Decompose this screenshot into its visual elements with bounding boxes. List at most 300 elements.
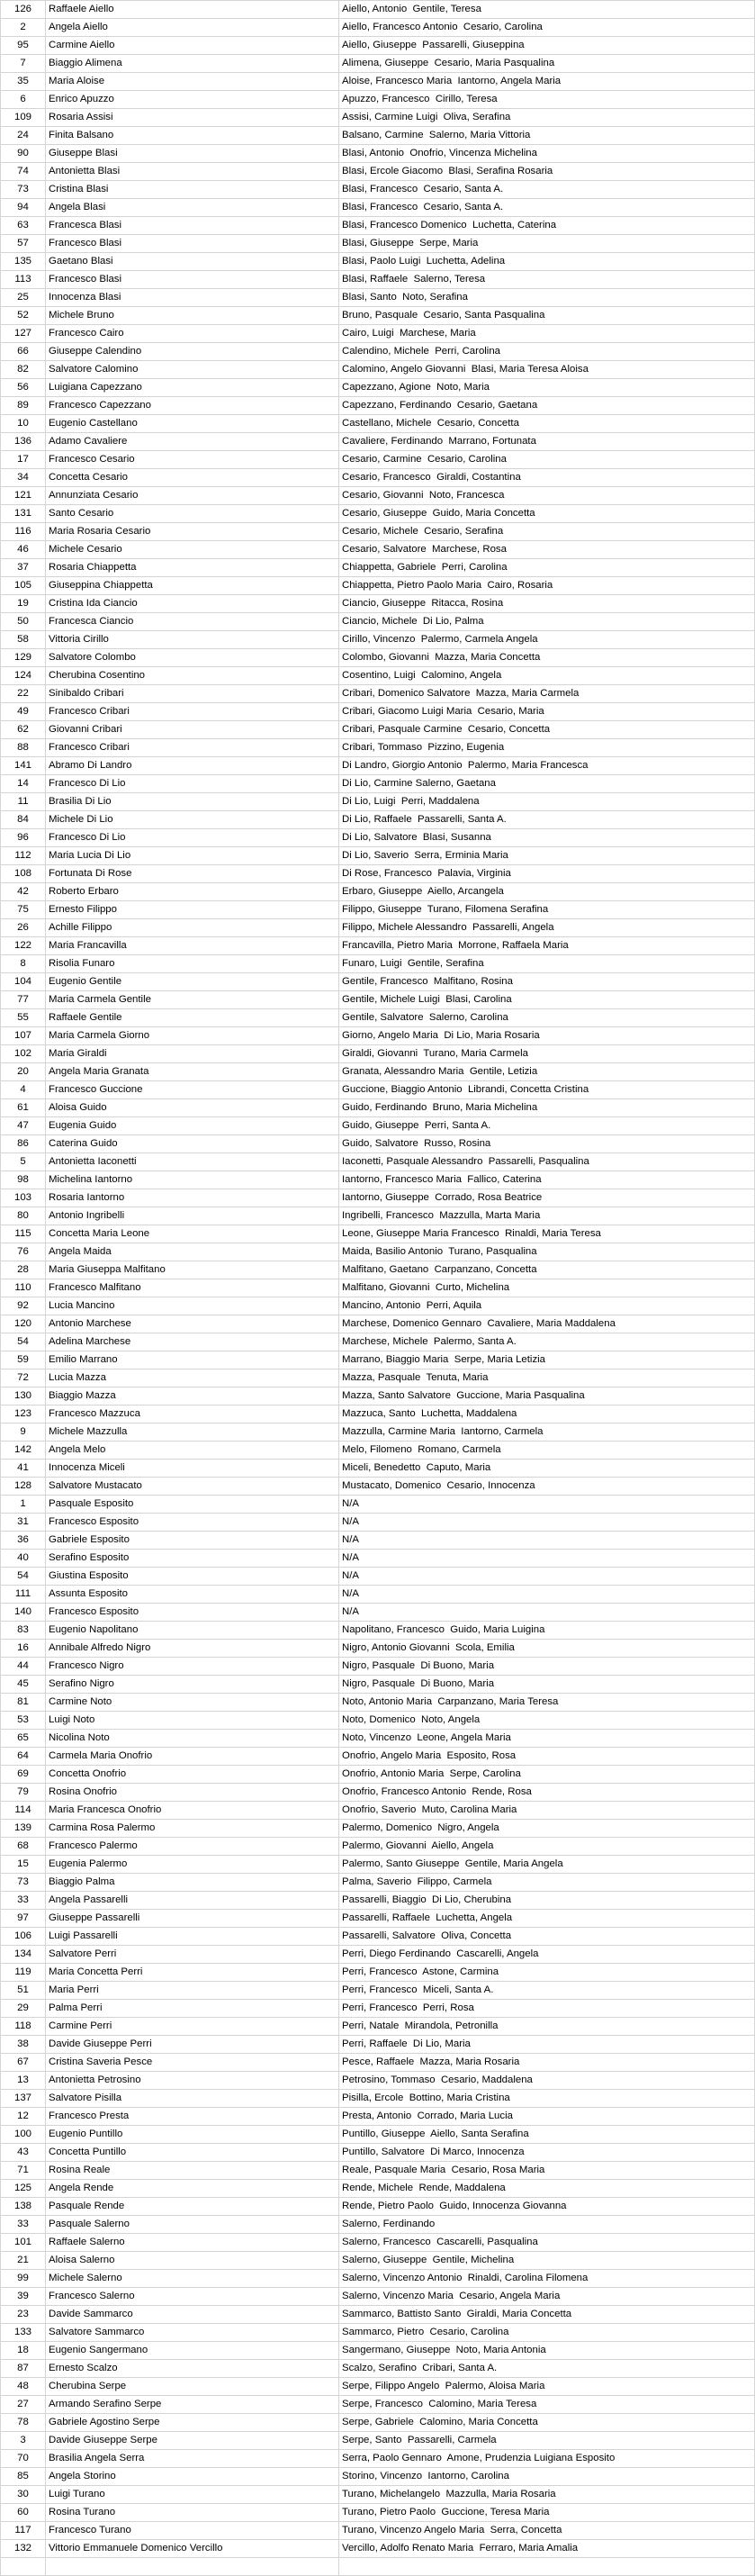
- record-id-cell[interactable]: 67: [1, 2054, 46, 2072]
- record-id-cell[interactable]: 121: [1, 487, 46, 505]
- parents-cell[interactable]: Di Lio, Raffaele Passarelli, Santa A.: [339, 811, 755, 829]
- parents-cell[interactable]: Giorno, Angelo Maria Di Lio, Maria Rosaria: [339, 1027, 755, 1045]
- parents-cell[interactable]: Blasi, Giuseppe Serpe, Maria: [339, 235, 755, 253]
- person-name-cell[interactable]: Carmine Noto: [46, 1694, 339, 1712]
- record-id-cell[interactable]: 125: [1, 2180, 46, 2198]
- parents-cell[interactable]: Cairo, Luigi Marchese, Maria: [339, 325, 755, 343]
- record-id-cell[interactable]: 12: [1, 2108, 46, 2126]
- person-name-cell[interactable]: Angela Aiello: [46, 19, 339, 37]
- parents-cell[interactable]: Guido, Salvatore Russo, Rosina: [339, 1135, 755, 1153]
- person-name-cell[interactable]: Salvatore Mustacato: [46, 1478, 339, 1496]
- person-name-cell[interactable]: Achille Filippo: [46, 919, 339, 937]
- parents-cell[interactable]: Pesce, Raffaele Mazza, Maria Rosaria: [339, 2054, 755, 2072]
- person-name-cell[interactable]: Abramo Di Landro: [46, 757, 339, 775]
- parents-cell[interactable]: Iantorno, Giuseppe Corrado, Rosa Beatrice: [339, 1189, 755, 1207]
- record-id-cell[interactable]: 60: [1, 2504, 46, 2522]
- person-name-cell[interactable]: Davide Sammarco: [46, 2306, 339, 2324]
- record-id-cell[interactable]: 75: [1, 901, 46, 919]
- person-name-cell[interactable]: Francesco Presta: [46, 2108, 339, 2126]
- parents-cell[interactable]: [339, 2558, 755, 2576]
- record-id-cell[interactable]: 71: [1, 2162, 46, 2180]
- parents-cell[interactable]: Ciancio, Giuseppe Ritacca, Rosina: [339, 595, 755, 613]
- record-id-cell[interactable]: 4: [1, 1081, 46, 1099]
- parents-cell[interactable]: Di Lio, Carmine Salerno, Gaetana: [339, 775, 755, 793]
- record-id-cell[interactable]: 42: [1, 883, 46, 901]
- person-name-cell[interactable]: Michele Salerno: [46, 2270, 339, 2288]
- parents-cell[interactable]: Chiappetta, Gabriele Perri, Carolina: [339, 559, 755, 577]
- record-id-cell[interactable]: 111: [1, 1586, 46, 1604]
- parents-cell[interactable]: Palma, Saverio Filippo, Carmela: [339, 1874, 755, 1892]
- record-id-cell[interactable]: 89: [1, 397, 46, 415]
- record-id-cell[interactable]: 101: [1, 2234, 46, 2252]
- parents-cell[interactable]: Cesario, Michele Cesario, Serafina: [339, 523, 755, 541]
- record-id-cell[interactable]: 139: [1, 1820, 46, 1838]
- parents-cell[interactable]: Cesario, Giuseppe Guido, Maria Concetta: [339, 505, 755, 523]
- parents-cell[interactable]: Gentile, Michele Luigi Blasi, Carolina: [339, 991, 755, 1009]
- person-name-cell[interactable]: Francesco Blasi: [46, 235, 339, 253]
- person-name-cell[interactable]: Lucia Mancino: [46, 1297, 339, 1315]
- record-id-cell[interactable]: 39: [1, 2288, 46, 2306]
- record-id-cell[interactable]: 97: [1, 1910, 46, 1928]
- parents-cell[interactable]: Salerno, Ferdinando: [339, 2216, 755, 2234]
- parents-cell[interactable]: Cribari, Pasquale Carmine Cesario, Concetta: [339, 721, 755, 739]
- parents-cell[interactable]: Nigro, Pasquale Di Buono, Maria: [339, 1658, 755, 1676]
- person-name-cell[interactable]: Adamo Cavaliere: [46, 433, 339, 451]
- parents-cell[interactable]: Cosentino, Luigi Calomino, Angela: [339, 667, 755, 685]
- person-name-cell[interactable]: Ernesto Scalzo: [46, 2360, 339, 2378]
- parents-cell[interactable]: Malfitano, Gaetano Carpanzano, Concetta: [339, 1261, 755, 1279]
- record-id-cell[interactable]: 116: [1, 523, 46, 541]
- record-id-cell[interactable]: 88: [1, 739, 46, 757]
- person-name-cell[interactable]: Maria Rosaria Cesario: [46, 523, 339, 541]
- record-id-cell[interactable]: 18: [1, 2342, 46, 2360]
- parents-cell[interactable]: Cirillo, Vincenzo Palermo, Carmela Angela: [339, 631, 755, 649]
- record-id-cell[interactable]: 10: [1, 415, 46, 433]
- record-id-cell[interactable]: 73: [1, 181, 46, 199]
- parents-cell[interactable]: Mustacato, Domenico Cesario, Innocenza: [339, 1478, 755, 1496]
- record-id-cell[interactable]: 99: [1, 2270, 46, 2288]
- person-name-cell[interactable]: Pasquale Esposito: [46, 1496, 339, 1514]
- record-id-cell[interactable]: 107: [1, 1027, 46, 1045]
- parents-cell[interactable]: Perri, Diego Ferdinando Cascarelli, Angela: [339, 1946, 755, 1964]
- person-name-cell[interactable]: Francesco Mazzuca: [46, 1406, 339, 1424]
- record-id-cell[interactable]: 29: [1, 2000, 46, 2018]
- person-name-cell[interactable]: Carmela Maria Onofrio: [46, 1748, 339, 1766]
- person-name-cell[interactable]: Rosina Reale: [46, 2162, 339, 2180]
- person-name-cell[interactable]: Giovanni Cribari: [46, 721, 339, 739]
- person-name-cell[interactable]: Rosina Onofrio: [46, 1784, 339, 1802]
- person-name-cell[interactable]: Francesco Palermo: [46, 1838, 339, 1856]
- record-id-cell[interactable]: 85: [1, 2468, 46, 2486]
- person-name-cell[interactable]: Angela Maida: [46, 1243, 339, 1261]
- record-id-cell[interactable]: 114: [1, 1802, 46, 1820]
- record-id-cell[interactable]: 127: [1, 325, 46, 343]
- parents-cell[interactable]: Mancino, Antonio Perri, Aquila: [339, 1297, 755, 1315]
- record-id-cell[interactable]: 40: [1, 1550, 46, 1568]
- parents-cell[interactable]: Marrano, Biaggio Maria Serpe, Maria Letizia: [339, 1351, 755, 1369]
- record-id-cell[interactable]: 5: [1, 1153, 46, 1171]
- parents-cell[interactable]: Gentile, Salvatore Salerno, Carolina: [339, 1009, 755, 1027]
- person-name-cell[interactable]: Raffaele Salerno: [46, 2234, 339, 2252]
- person-name-cell[interactable]: Francesca Blasi: [46, 217, 339, 235]
- parents-cell[interactable]: Chiappetta, Pietro Paolo Maria Cairo, Rosaria: [339, 577, 755, 595]
- parents-cell[interactable]: Nigro, Pasquale Di Buono, Maria: [339, 1676, 755, 1694]
- record-id-cell[interactable]: 137: [1, 2090, 46, 2108]
- person-name-cell[interactable]: Maria Carmela Gentile: [46, 991, 339, 1009]
- person-name-cell[interactable]: Biaggio Alimena: [46, 55, 339, 73]
- person-name-cell[interactable]: Eugenio Castellano: [46, 415, 339, 433]
- parents-cell[interactable]: Mazza, Pasquale Tenuta, Maria: [339, 1369, 755, 1387]
- parents-cell[interactable]: Capezzano, Agione Noto, Maria: [339, 379, 755, 397]
- parents-cell[interactable]: Mazzulla, Carmine Maria Iantorno, Carmela: [339, 1424, 755, 1442]
- parents-cell[interactable]: Passarelli, Salvatore Oliva, Concetta: [339, 1928, 755, 1946]
- parents-cell[interactable]: Cribari, Giacomo Luigi Maria Cesario, Maria: [339, 703, 755, 721]
- person-name-cell[interactable]: Sinibaldo Cribari: [46, 685, 339, 703]
- parents-cell[interactable]: Cesario, Giovanni Noto, Francesca: [339, 487, 755, 505]
- record-id-cell[interactable]: 33: [1, 1892, 46, 1910]
- person-name-cell[interactable]: Giuseppina Chiappetta: [46, 577, 339, 595]
- parents-cell[interactable]: Palermo, Giovanni Aiello, Angela: [339, 1838, 755, 1856]
- record-id-cell[interactable]: 54: [1, 1568, 46, 1586]
- person-name-cell[interactable]: Assunta Esposito: [46, 1586, 339, 1604]
- person-name-cell[interactable]: Salvatore Pisilla: [46, 2090, 339, 2108]
- person-name-cell[interactable]: Cristina Blasi: [46, 181, 339, 199]
- parents-cell[interactable]: Rende, Michele Rende, Maddalena: [339, 2180, 755, 2198]
- parents-cell[interactable]: Di Rose, Francesco Palavia, Virginia: [339, 865, 755, 883]
- parents-cell[interactable]: Aiello, Antonio Gentile, Teresa: [339, 1, 755, 19]
- record-id-cell[interactable]: 104: [1, 973, 46, 991]
- parents-cell[interactable]: Ciancio, Michele Di Lio, Palma: [339, 613, 755, 631]
- record-id-cell[interactable]: 129: [1, 649, 46, 667]
- person-name-cell[interactable]: Antonio Ingribelli: [46, 1207, 339, 1225]
- record-id-cell[interactable]: 103: [1, 1189, 46, 1207]
- person-name-cell[interactable]: Concetta Onofrio: [46, 1766, 339, 1784]
- person-name-cell[interactable]: Maria Perri: [46, 1982, 339, 2000]
- person-name-cell[interactable]: Serafino Esposito: [46, 1550, 339, 1568]
- record-id-cell[interactable]: 19: [1, 595, 46, 613]
- record-id-cell[interactable]: 68: [1, 1838, 46, 1856]
- person-name-cell[interactable]: Francesco Cribari: [46, 739, 339, 757]
- person-name-cell[interactable]: Roberto Erbaro: [46, 883, 339, 901]
- parents-cell[interactable]: Calomino, Angelo Giovanni Blasi, Maria Teresa Aloisa: [339, 361, 755, 379]
- parents-cell[interactable]: Gentile, Francesco Malfitano, Rosina: [339, 973, 755, 991]
- parents-cell[interactable]: N/A: [339, 1604, 755, 1622]
- person-name-cell[interactable]: Annunziata Cesario: [46, 487, 339, 505]
- record-id-cell[interactable]: 59: [1, 1351, 46, 1369]
- parents-cell[interactable]: Noto, Antonio Maria Carpanzano, Maria Teresa: [339, 1694, 755, 1712]
- parents-cell[interactable]: Serpe, Gabriele Calomino, Maria Concetta: [339, 2414, 755, 2432]
- record-id-cell[interactable]: 41: [1, 1460, 46, 1478]
- person-name-cell[interactable]: Francesca Ciancio: [46, 613, 339, 631]
- record-id-cell[interactable]: 8: [1, 955, 46, 973]
- record-id-cell[interactable]: 11: [1, 793, 46, 811]
- record-id-cell[interactable]: 3: [1, 2432, 46, 2450]
- person-name-cell[interactable]: Francesco Cesario: [46, 451, 339, 469]
- parents-cell[interactable]: Blasi, Paolo Luigi Luchetta, Adelina: [339, 253, 755, 271]
- person-name-cell[interactable]: Maria Lucia Di Lio: [46, 847, 339, 865]
- parents-cell[interactable]: Filippo, Giuseppe Turano, Filomena Serafina: [339, 901, 755, 919]
- person-name-cell[interactable]: Eugenio Gentile: [46, 973, 339, 991]
- record-id-cell[interactable]: [1, 2558, 46, 2576]
- parents-cell[interactable]: Petrosino, Tommaso Cesario, Maddalena: [339, 2072, 755, 2090]
- record-id-cell[interactable]: 80: [1, 1207, 46, 1225]
- record-id-cell[interactable]: 82: [1, 361, 46, 379]
- record-id-cell[interactable]: 13: [1, 2072, 46, 2090]
- record-id-cell[interactable]: 115: [1, 1225, 46, 1243]
- parents-cell[interactable]: N/A: [339, 1550, 755, 1568]
- person-name-cell[interactable]: Eugenia Palermo: [46, 1856, 339, 1874]
- person-name-cell[interactable]: Armando Serafino Serpe: [46, 2396, 339, 2414]
- record-id-cell[interactable]: 24: [1, 127, 46, 145]
- record-id-cell[interactable]: 23: [1, 2306, 46, 2324]
- person-name-cell[interactable]: Cherubina Serpe: [46, 2378, 339, 2396]
- person-name-cell[interactable]: Aloisa Guido: [46, 1099, 339, 1117]
- record-id-cell[interactable]: 106: [1, 1928, 46, 1946]
- person-name-cell[interactable]: Pasquale Rende: [46, 2198, 339, 2216]
- record-id-cell[interactable]: 69: [1, 1766, 46, 1784]
- person-name-cell[interactable]: Concetta Maria Leone: [46, 1225, 339, 1243]
- parents-cell[interactable]: Turano, Michelangelo Mazzulla, Maria Rosaria: [339, 2486, 755, 2504]
- person-name-cell[interactable]: Rosaria Iantorno: [46, 1189, 339, 1207]
- person-name-cell[interactable]: Ernesto Filippo: [46, 901, 339, 919]
- parents-cell[interactable]: Marchese, Domenico Gennaro Cavaliere, Maria Maddalena: [339, 1315, 755, 1333]
- record-id-cell[interactable]: 47: [1, 1117, 46, 1135]
- record-id-cell[interactable]: 51: [1, 1982, 46, 2000]
- parents-cell[interactable]: Scalzo, Serafino Cribari, Santa A.: [339, 2360, 755, 2378]
- person-name-cell[interactable]: Michele Cesario: [46, 541, 339, 559]
- parents-cell[interactable]: Iantorno, Francesco Maria Fallico, Caterina: [339, 1171, 755, 1189]
- parents-cell[interactable]: Erbaro, Giuseppe Aiello, Arcangela: [339, 883, 755, 901]
- person-name-cell[interactable]: Cristina Saveria Pesce: [46, 2054, 339, 2072]
- parents-cell[interactable]: Onofrio, Francesco Antonio Rende, Rosa: [339, 1784, 755, 1802]
- record-id-cell[interactable]: 38: [1, 2036, 46, 2054]
- person-name-cell[interactable]: Maria Giraldi: [46, 1045, 339, 1063]
- parents-cell[interactable]: Melo, Filomeno Romano, Carmela: [339, 1442, 755, 1460]
- record-id-cell[interactable]: 100: [1, 2126, 46, 2144]
- parents-cell[interactable]: Onofrio, Angelo Maria Esposito, Rosa: [339, 1748, 755, 1766]
- person-name-cell[interactable]: Francesco Di Lio: [46, 775, 339, 793]
- person-name-cell[interactable]: Concetta Puntillo: [46, 2144, 339, 2162]
- parents-cell[interactable]: Napolitano, Francesco Guido, Maria Luigina: [339, 1622, 755, 1640]
- person-name-cell[interactable]: Angela Blasi: [46, 199, 339, 217]
- parents-cell[interactable]: Perri, Francesco Miceli, Santa A.: [339, 1982, 755, 2000]
- parents-cell[interactable]: Serra, Paolo Gennaro Amone, Prudenzia Luigiana Esposito: [339, 2450, 755, 2468]
- person-name-cell[interactable]: Brasilia Angela Serra: [46, 2450, 339, 2468]
- record-id-cell[interactable]: 87: [1, 2360, 46, 2378]
- record-id-cell[interactable]: 62: [1, 721, 46, 739]
- record-id-cell[interactable]: 1: [1, 1496, 46, 1514]
- person-name-cell[interactable]: Caterina Guido: [46, 1135, 339, 1153]
- parents-cell[interactable]: Cesario, Francesco Giraldi, Costantina: [339, 469, 755, 487]
- parents-cell[interactable]: Noto, Domenico Noto, Angela: [339, 1712, 755, 1730]
- record-id-cell[interactable]: 34: [1, 469, 46, 487]
- person-name-cell[interactable]: Antonietta Blasi: [46, 163, 339, 181]
- record-id-cell[interactable]: 118: [1, 2018, 46, 2036]
- record-id-cell[interactable]: 141: [1, 757, 46, 775]
- record-id-cell[interactable]: 105: [1, 577, 46, 595]
- record-id-cell[interactable]: 35: [1, 73, 46, 91]
- person-name-cell[interactable]: Francesco Cribari: [46, 703, 339, 721]
- person-name-cell[interactable]: Brasilia Di Lio: [46, 793, 339, 811]
- parents-cell[interactable]: Puntillo, Salvatore Di Marco, Innocenza: [339, 2144, 755, 2162]
- person-name-cell[interactable]: Biaggio Mazza: [46, 1387, 339, 1406]
- person-name-cell[interactable]: Adelina Marchese: [46, 1333, 339, 1351]
- parents-cell[interactable]: N/A: [339, 1532, 755, 1550]
- parents-cell[interactable]: Salerno, Vincenzo Maria Cesario, Angela Maria: [339, 2288, 755, 2306]
- person-name-cell[interactable]: Gabriele Esposito: [46, 1532, 339, 1550]
- record-id-cell[interactable]: 61: [1, 1099, 46, 1117]
- person-name-cell[interactable]: Vittoria Cirillo: [46, 631, 339, 649]
- person-name-cell[interactable]: Eugenia Guido: [46, 1117, 339, 1135]
- person-name-cell[interactable]: Francesco Salerno: [46, 2288, 339, 2306]
- parents-cell[interactable]: Aiello, Giuseppe Passarelli, Giuseppina: [339, 37, 755, 55]
- record-id-cell[interactable]: 16: [1, 1640, 46, 1658]
- person-name-cell[interactable]: Serafino Nigro: [46, 1676, 339, 1694]
- parents-cell[interactable]: Turano, Pietro Paolo Guccione, Teresa Maria: [339, 2504, 755, 2522]
- record-id-cell[interactable]: 43: [1, 2144, 46, 2162]
- person-name-cell[interactable]: Eugenio Puntillo: [46, 2126, 339, 2144]
- record-id-cell[interactable]: 108: [1, 865, 46, 883]
- parents-cell[interactable]: Balsano, Carmine Salerno, Maria Vittoria: [339, 127, 755, 145]
- record-id-cell[interactable]: 140: [1, 1604, 46, 1622]
- record-id-cell[interactable]: 31: [1, 1514, 46, 1532]
- parents-cell[interactable]: N/A: [339, 1514, 755, 1532]
- person-name-cell[interactable]: Antonietta Iaconetti: [46, 1153, 339, 1171]
- person-name-cell[interactable]: Eugenio Sangermano: [46, 2342, 339, 2360]
- person-name-cell[interactable]: Palma Perri: [46, 2000, 339, 2018]
- record-id-cell[interactable]: 95: [1, 37, 46, 55]
- parents-cell[interactable]: Cesario, Salvatore Marchese, Rosa: [339, 541, 755, 559]
- record-id-cell[interactable]: 128: [1, 1478, 46, 1496]
- record-id-cell[interactable]: 130: [1, 1387, 46, 1406]
- person-name-cell[interactable]: Maria Francesca Onofrio: [46, 1802, 339, 1820]
- person-name-cell[interactable]: Francesco Esposito: [46, 1604, 339, 1622]
- record-id-cell[interactable]: 50: [1, 613, 46, 631]
- record-id-cell[interactable]: 72: [1, 1369, 46, 1387]
- parents-cell[interactable]: Mazza, Santo Salvatore Guccione, Maria Pasqualina: [339, 1387, 755, 1406]
- parents-cell[interactable]: Passarelli, Raffaele Luchetta, Angela: [339, 1910, 755, 1928]
- record-id-cell[interactable]: 142: [1, 1442, 46, 1460]
- record-id-cell[interactable]: 76: [1, 1243, 46, 1261]
- parents-cell[interactable]: Serpe, Francesco Calomino, Maria Teresa: [339, 2396, 755, 2414]
- record-id-cell[interactable]: 110: [1, 1279, 46, 1297]
- record-id-cell[interactable]: 134: [1, 1946, 46, 1964]
- parents-cell[interactable]: Blasi, Antonio Onofrio, Vincenza Michelina: [339, 145, 755, 163]
- person-name-cell[interactable]: Gabriele Agostino Serpe: [46, 2414, 339, 2432]
- record-id-cell[interactable]: 21: [1, 2252, 46, 2270]
- parents-cell[interactable]: Noto, Vincenzo Leone, Angela Maria: [339, 1730, 755, 1748]
- record-id-cell[interactable]: 86: [1, 1135, 46, 1153]
- person-name-cell[interactable]: Maria Francavilla: [46, 937, 339, 955]
- parents-cell[interactable]: Presta, Antonio Corrado, Maria Lucia: [339, 2108, 755, 2126]
- parents-cell[interactable]: Di Lio, Saverio Serra, Erminia Maria: [339, 847, 755, 865]
- person-name-cell[interactable]: Raffaele Aiello: [46, 1, 339, 19]
- record-id-cell[interactable]: 77: [1, 991, 46, 1009]
- record-id-cell[interactable]: 113: [1, 271, 46, 289]
- person-name-cell[interactable]: Maria Giuseppa Malfitano: [46, 1261, 339, 1279]
- parents-cell[interactable]: Malfitano, Giovanni Curto, Michelina: [339, 1279, 755, 1297]
- person-name-cell[interactable]: Nicolina Noto: [46, 1730, 339, 1748]
- person-name-cell[interactable]: Giustina Esposito: [46, 1568, 339, 1586]
- parents-cell[interactable]: Vercillo, Adolfo Renato Maria Ferraro, Maria Amalia: [339, 2540, 755, 2558]
- record-id-cell[interactable]: 109: [1, 109, 46, 127]
- person-name-cell[interactable]: Salvatore Calomino: [46, 361, 339, 379]
- parents-cell[interactable]: Blasi, Raffaele Salerno, Teresa: [339, 271, 755, 289]
- person-name-cell[interactable]: Concetta Cesario: [46, 469, 339, 487]
- parents-cell[interactable]: Cribari, Tommaso Pizzino, Eugenia: [339, 739, 755, 757]
- parents-cell[interactable]: Ingribelli, Francesco Mazzulla, Marta Maria: [339, 1207, 755, 1225]
- record-id-cell[interactable]: 94: [1, 199, 46, 217]
- parents-cell[interactable]: Reale, Pasquale Maria Cesario, Rosa Maria: [339, 2162, 755, 2180]
- person-name-cell[interactable]: Francesco Capezzano: [46, 397, 339, 415]
- record-id-cell[interactable]: 64: [1, 1748, 46, 1766]
- parents-cell[interactable]: Aiello, Francesco Antonio Cesario, Carolina: [339, 19, 755, 37]
- person-name-cell[interactable]: Lucia Mazza: [46, 1369, 339, 1387]
- record-id-cell[interactable]: 57: [1, 235, 46, 253]
- parents-cell[interactable]: Di Lio, Salvatore Blasi, Susanna: [339, 829, 755, 847]
- person-name-cell[interactable]: Francesco Nigro: [46, 1658, 339, 1676]
- parents-cell[interactable]: Salerno, Vincenzo Antonio Rinaldi, Carolina Filomena: [339, 2270, 755, 2288]
- parents-cell[interactable]: Capezzano, Ferdinando Cesario, Gaetana: [339, 397, 755, 415]
- person-name-cell[interactable]: Risolia Funaro: [46, 955, 339, 973]
- parents-cell[interactable]: Rende, Pietro Paolo Guido, Innocenza Giovanna: [339, 2198, 755, 2216]
- person-name-cell[interactable]: Michelina Iantorno: [46, 1171, 339, 1189]
- parents-cell[interactable]: N/A: [339, 1568, 755, 1586]
- record-id-cell[interactable]: 56: [1, 379, 46, 397]
- person-name-cell[interactable]: Rosina Turano: [46, 2504, 339, 2522]
- record-id-cell[interactable]: 30: [1, 2486, 46, 2504]
- person-name-cell[interactable]: Luigiana Capezzano: [46, 379, 339, 397]
- record-id-cell[interactable]: 132: [1, 2540, 46, 2558]
- record-id-cell[interactable]: 81: [1, 1694, 46, 1712]
- record-id-cell[interactable]: 131: [1, 505, 46, 523]
- record-id-cell[interactable]: 92: [1, 1297, 46, 1315]
- person-name-cell[interactable]: Maria Aloise: [46, 73, 339, 91]
- parents-cell[interactable]: Mazzuca, Santo Luchetta, Maddalena: [339, 1406, 755, 1424]
- record-id-cell[interactable]: 124: [1, 667, 46, 685]
- person-name-cell[interactable]: Francesco Malfitano: [46, 1279, 339, 1297]
- person-name-cell[interactable]: Cristina Ida Ciancio: [46, 595, 339, 613]
- record-id-cell[interactable]: 58: [1, 631, 46, 649]
- record-id-cell[interactable]: 90: [1, 145, 46, 163]
- parents-cell[interactable]: Francavilla, Pietro Maria Morrone, Raffaela Maria: [339, 937, 755, 955]
- person-name-cell[interactable]: [46, 2558, 339, 2576]
- person-name-cell[interactable]: Enrico Apuzzo: [46, 91, 339, 109]
- parents-cell[interactable]: Turano, Vincenzo Angelo Maria Serra, Concetta: [339, 2522, 755, 2540]
- parents-cell[interactable]: Calendino, Michele Perri, Carolina: [339, 343, 755, 361]
- person-name-cell[interactable]: Vittorio Emmanuele Domenico Vercillo: [46, 2540, 339, 2558]
- record-id-cell[interactable]: 54: [1, 1333, 46, 1351]
- parents-cell[interactable]: Maida, Basilio Antonio Turano, Pasqualina: [339, 1243, 755, 1261]
- parents-cell[interactable]: Blasi, Francesco Cesario, Santa A.: [339, 199, 755, 217]
- record-id-cell[interactable]: 17: [1, 451, 46, 469]
- parents-cell[interactable]: Guido, Giuseppe Perri, Santa A.: [339, 1117, 755, 1135]
- record-id-cell[interactable]: 9: [1, 1424, 46, 1442]
- parents-cell[interactable]: Sammarco, Pietro Cesario, Carolina: [339, 2324, 755, 2342]
- record-id-cell[interactable]: 45: [1, 1676, 46, 1694]
- record-id-cell[interactable]: 55: [1, 1009, 46, 1027]
- person-name-cell[interactable]: Biaggio Palma: [46, 1874, 339, 1892]
- record-id-cell[interactable]: 63: [1, 217, 46, 235]
- parents-cell[interactable]: Sangermano, Giuseppe Noto, Maria Antonia: [339, 2342, 755, 2360]
- record-id-cell[interactable]: 126: [1, 1, 46, 19]
- record-id-cell[interactable]: 7: [1, 55, 46, 73]
- parents-cell[interactable]: Perri, Natale Mirandola, Petronilla: [339, 2018, 755, 2036]
- parents-cell[interactable]: Onofrio, Antonio Maria Serpe, Carolina: [339, 1766, 755, 1784]
- parents-cell[interactable]: Salerno, Francesco Cascarelli, Pasqualina: [339, 2234, 755, 2252]
- record-id-cell[interactable]: 96: [1, 829, 46, 847]
- record-id-cell[interactable]: 28: [1, 1261, 46, 1279]
